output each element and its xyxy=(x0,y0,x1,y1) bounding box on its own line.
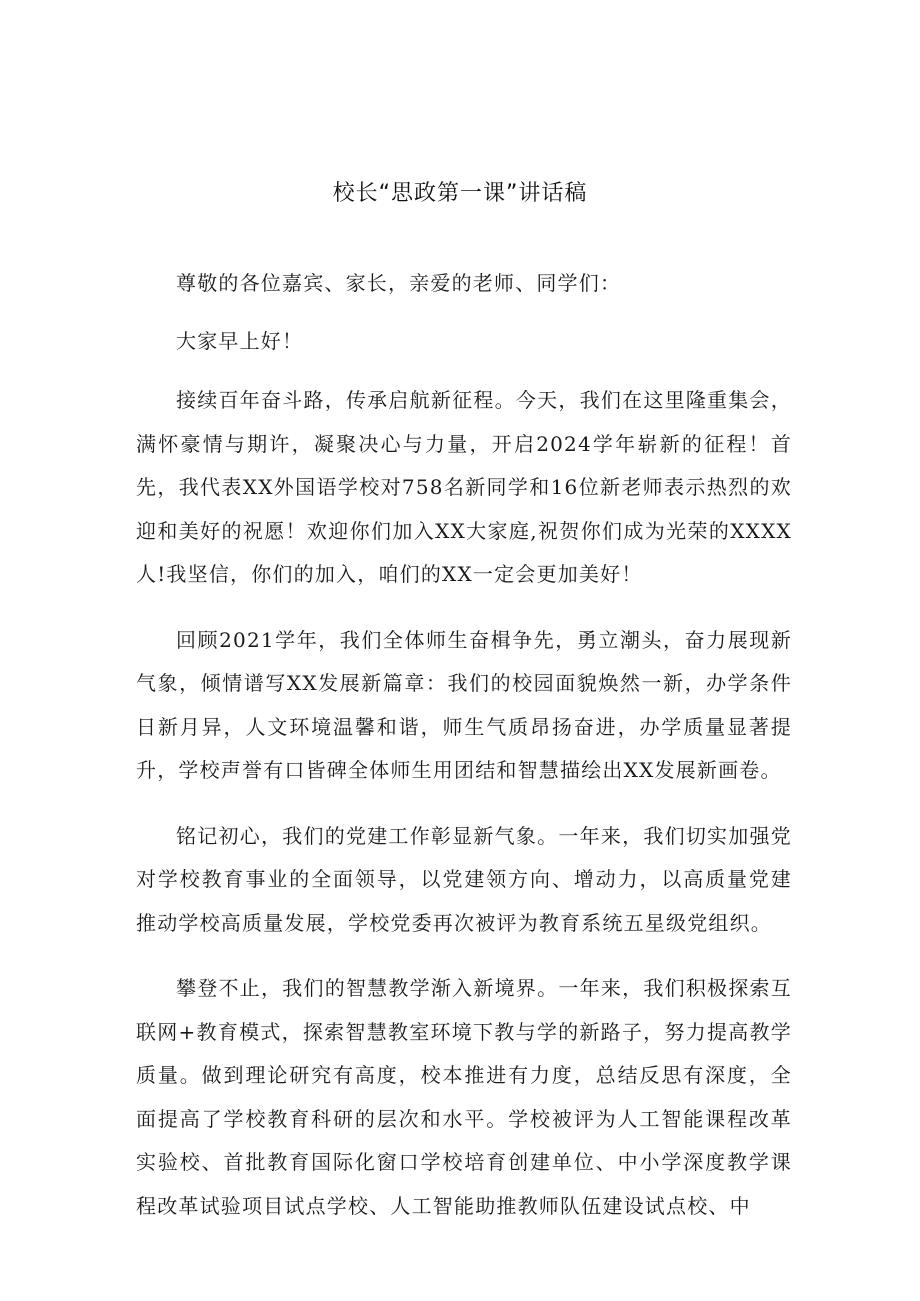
body-paragraph: 回顾2021学年，我们全体师生奋楫争先，勇立潮头，奋力展现新气象，倾情谱写XX发展新篇章：我们的校园面貌焕然一新，办学条件日新月异，人文环境温馨和谐，师生气质昂扬奋进，办学质量显著提升，学校声誉有口皆碑全体师生用团结和智慧描绘出XX发展新画卷。 xyxy=(136,627,792,782)
body-paragraph: 铭记初心，我们的党建工作彰显新气象。一年来，我们切实加强党对学校教育事业的全面领导，以党建领方向、增动力，以高质量党建推动学校高质量发展，学校党委再次被评为教育系统五星级党组织。 xyxy=(136,823,792,935)
greeting-paragraph: 大家早上好！ xyxy=(176,328,304,353)
body-paragraph: 攀登不止，我们的智慧教学渐入新境界。一年来，我们积极探索互联网+教育模式，探索智慧教室环境下教与学的新路子，努力提高教学质量。做到理论研究有高度，校本推进有力度，总结反思有深度，全面提高了学校教育科研的层次和水平。学校被评为人工智能课程改革实验校、首批教育国际化窗口学校培育创建单位、中小学深度教学课程改革试验项目试点学校、人工智能助推教师队伍建设试点校、中 xyxy=(136,976,792,1218)
salutation-paragraph: 尊敬的各位嘉宾、家长，亲爱的老师、同学们： xyxy=(176,271,622,295)
document-body xyxy=(136,262,792,1250)
document-title: 校长“思政第一课”讲话稿 xyxy=(332,181,588,206)
body-paragraph: 接续百年奋斗路，传承启航新征程。今天，我们在这里隆重集会，满怀豪情与期许，凝聚决心与力量，开启2024学年崭新的征程！首先，我代表XX外国语学校对758名新同学和16位新老师表示热烈的欢迎和美好的祝愿！欢迎你们加入XX大家庭,祝贺你们成为光荣的XXXX人!我坚信，你们的加入，咱们的XX一定会更加美好！ xyxy=(136,388,792,586)
